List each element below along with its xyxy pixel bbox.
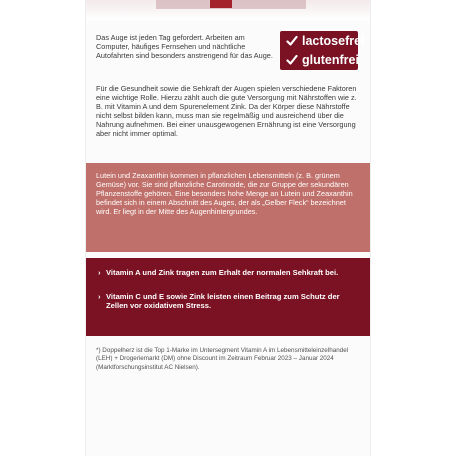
check-icon — [286, 35, 298, 47]
intro-paragraph: Das Auge ist jeden Tag gefordert. Arbeiten am Computer, häufiges Fernsehen und nächtliche Autofahrten sind besonders anstrengend für das Auge. — [96, 33, 273, 61]
check-icon — [286, 54, 298, 66]
claim-text: Vitamin A und Zink tragen zum Erhalt der normalen Sehkraft bei. — [106, 268, 339, 277]
claims-panel — [86, 258, 370, 336]
badge-glutenfree — [280, 50, 358, 69]
footnote: *) Doppelherz ist die Top 1-Marke im Untersegment Vitamin A im Lebensmitteleinzelhandel (LEH) + Drogeriemarkt (DM) ohne Discount im Zeitraum Februar 2023 – Januar 2024 (Marktforschungsinstitut AC Nielsen). — [96, 347, 349, 371]
chevron-right-icon: › — [98, 268, 101, 277]
claim-item — [98, 292, 358, 311]
claim-text: Vitamin C und E sowie Zink leisten einen Beitrag zum Schutz der Zellen vor oxidativem Stress. — [106, 292, 340, 311]
badge-label: lactosefrei — [302, 33, 365, 48]
badge-label: glutenfrei — [302, 52, 359, 67]
badge-lactosefree — [280, 31, 365, 50]
claim-item — [98, 268, 358, 277]
dietary-badge — [280, 31, 365, 70]
health-paragraph: Für die Gesundheit sowie die Sehkraft der Augen spielen verschiedene Faktoren eine wichtige Rolle. Hierzu zählt auch die gute Versorgung mit Nährstoffen wie z. B. mit Vitamin A und dem Spurenelement Zink. Da der Körper diese Nährstoffe nicht selbst bilden kann, muss man sie regelmäßig und ausreichend über die Nahrung aufnehmen. Bei einer unausgewogenen Ernährung ist eine Versorgung aber nicht immer optimal. — [96, 84, 357, 139]
lutein-paragraph: Lutein und Zeaxanthin kommen in pflanzlichen Lebensmitteln (z. B. grünem Gemüse) vor. Sie sind pflanzliche Carotinoide, die zur Gruppe der sekundären Pflanzenstoffe gehören. Eine besonders hohe Menge an Lutein und Zeaxanthin befindet sich in einem Abschnitt des Auges, der als „Gelber Fleck“ bezeichnet wird. Er liegt in der Mitte des Augenhintergrundes. — [96, 171, 353, 217]
flap-red-tab — [210, 0, 232, 8]
lutein-panel — [86, 163, 370, 252]
box-top-flap — [86, 0, 370, 20]
chevron-right-icon: › — [98, 292, 101, 301]
